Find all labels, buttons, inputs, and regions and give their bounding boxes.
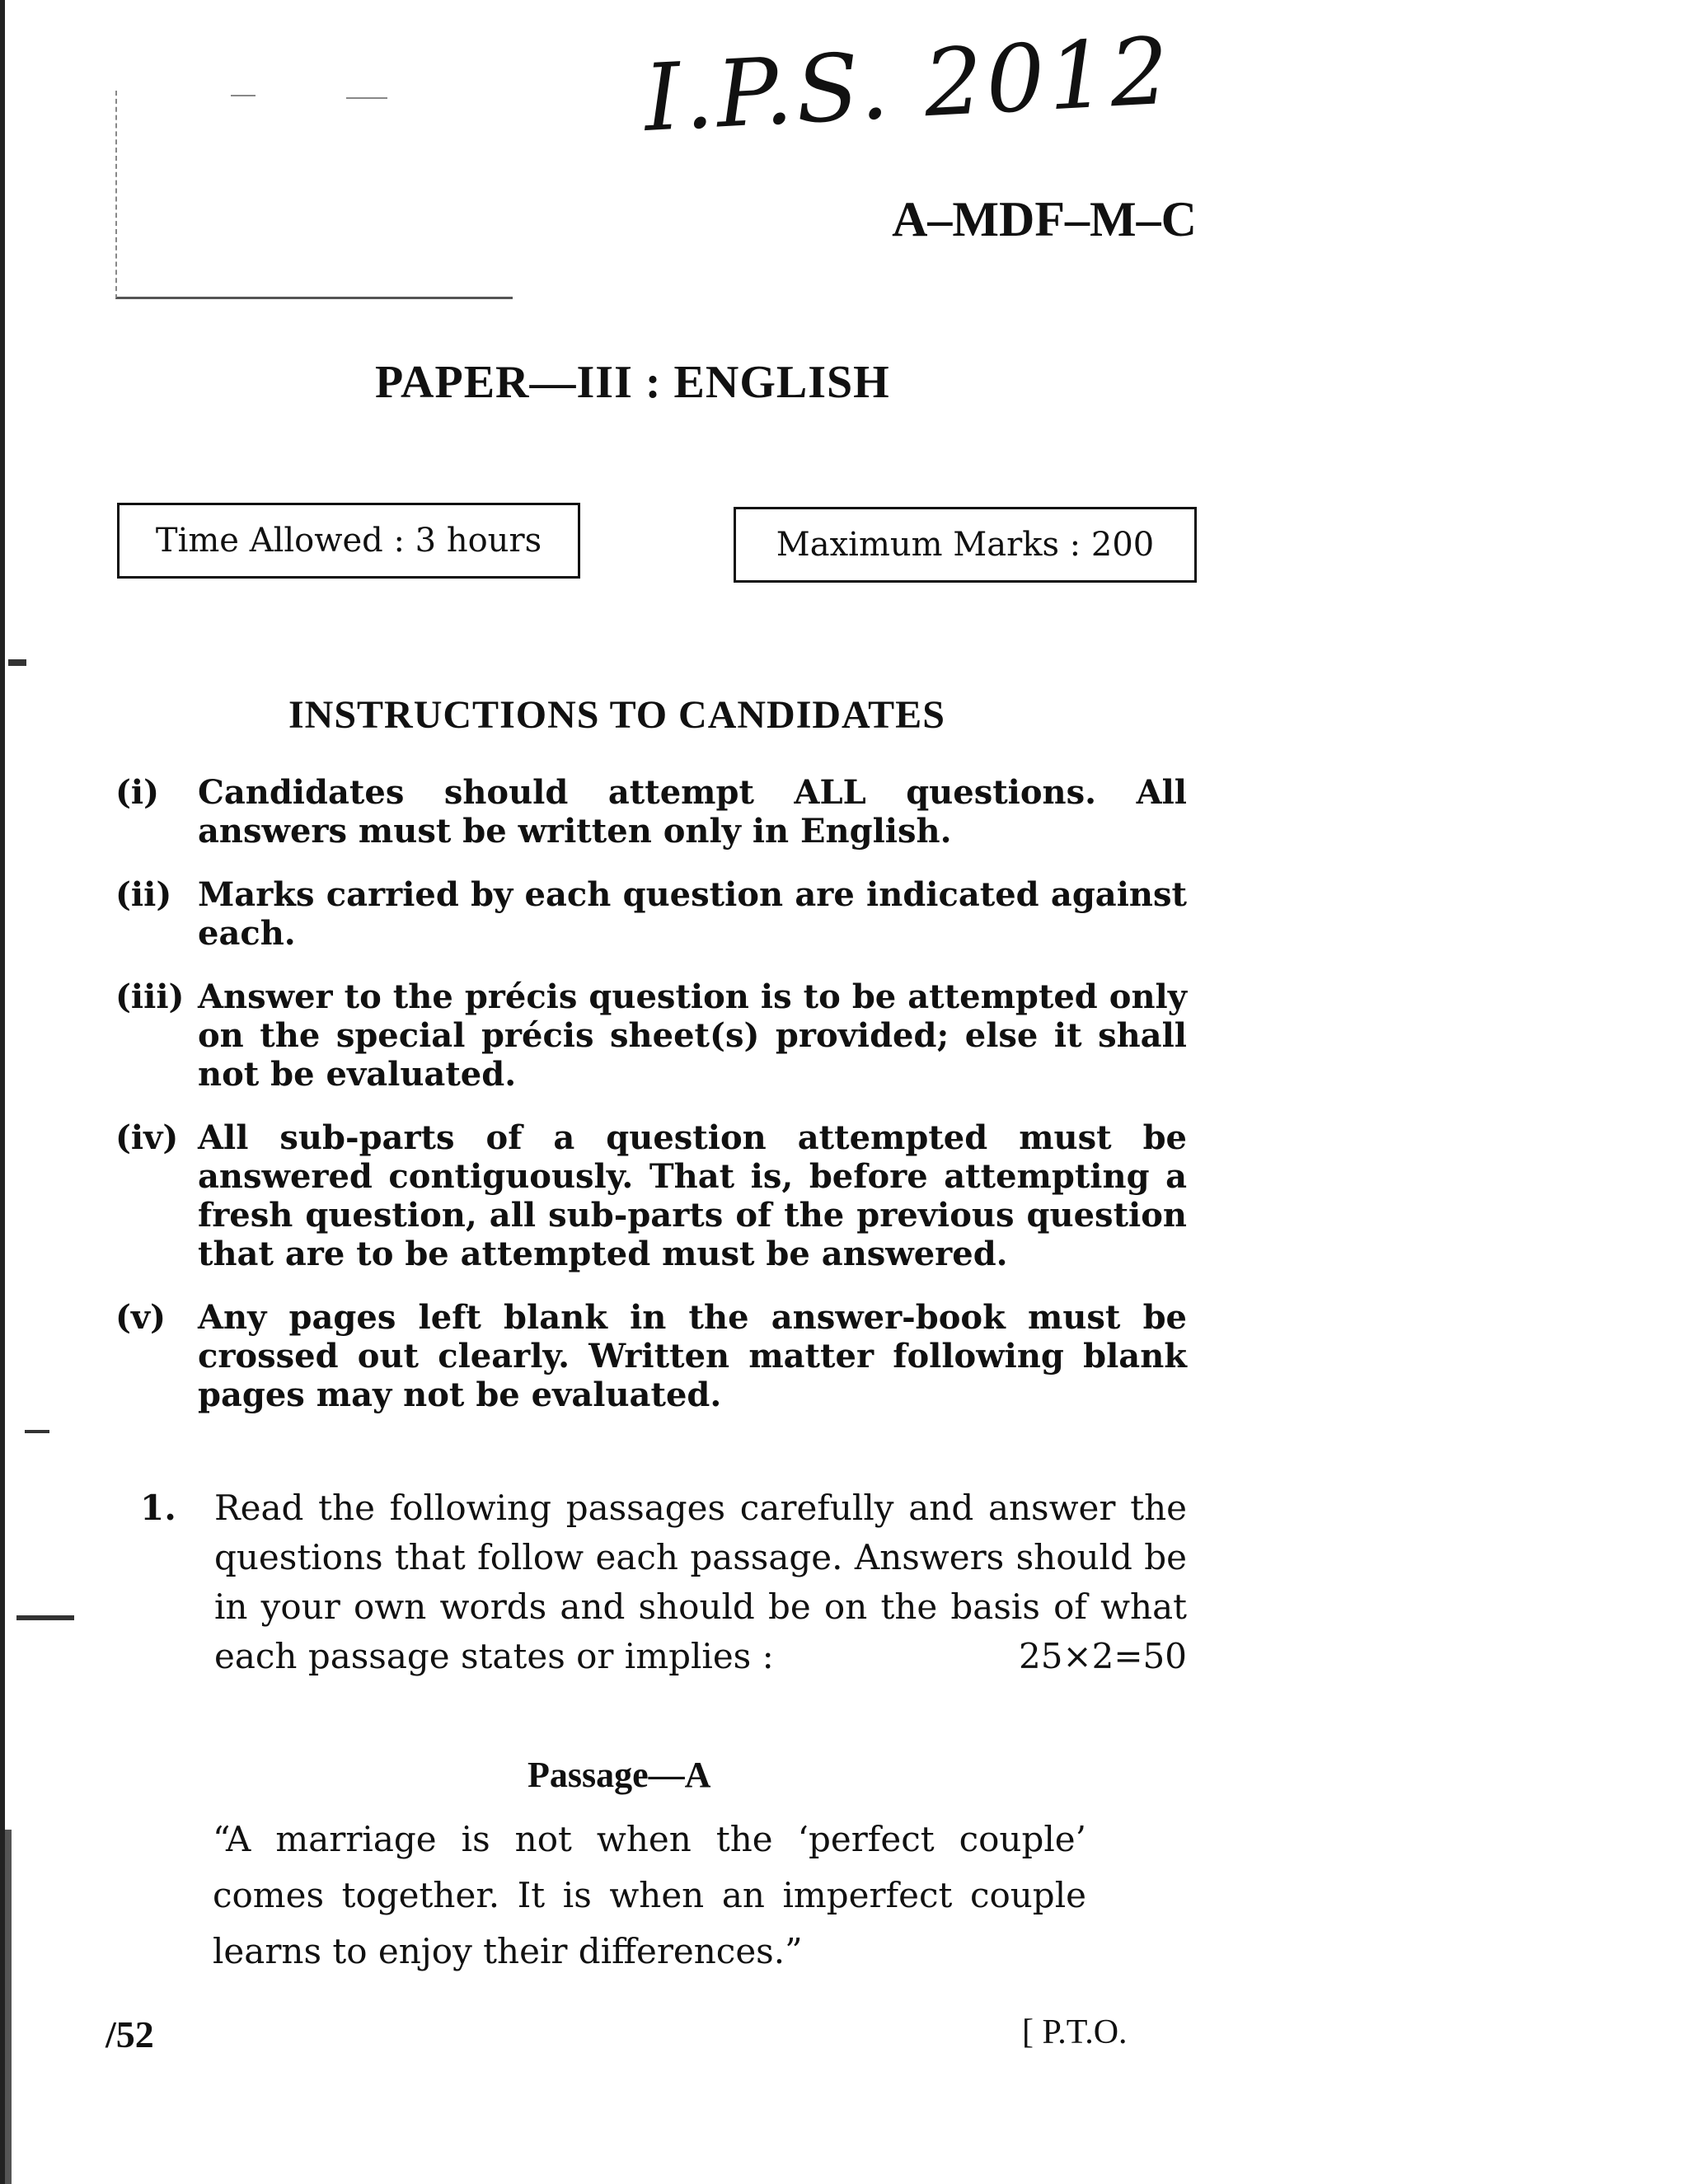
page-number: /52 <box>106 2013 154 2055</box>
instruction-item <box>115 875 1187 953</box>
time-allowed-text: Time Allowed : 3 hours <box>155 522 542 560</box>
maximum-marks-box <box>734 507 1197 583</box>
scan-mark <box>16 1615 74 1620</box>
scan-mark <box>25 1430 49 1433</box>
maximum-marks-text: Maximum Marks : 200 <box>776 526 1155 564</box>
question-1 <box>140 1483 1187 1681</box>
instruction-text: Any pages left blank in the answer-book must be crossed out clearly. Written matter following blank pages may not be evaluated. <box>198 1298 1187 1414</box>
instruction-item <box>115 1118 1187 1273</box>
scan-mark <box>8 659 26 666</box>
instruction-text: Answer to the précis question is to be attempted only on the special précis sheet(s) provided; else it shall not be evaluated. <box>198 977 1187 1094</box>
instruction-number: (iii) <box>115 977 185 1016</box>
instruction-item <box>115 1298 1187 1414</box>
instructions-heading: INSTRUCTIONS TO CANDIDATES <box>288 693 945 737</box>
paper-title: PAPER—III : ENGLISH <box>375 357 890 408</box>
handwritten-note: I.P.S. 2012 <box>641 17 1175 152</box>
instruction-text: Marks carried by each question are indicated against each. <box>198 875 1187 953</box>
instructions-list <box>115 773 1187 1439</box>
stamp-mark <box>346 97 387 99</box>
time-allowed-box <box>117 503 580 579</box>
paper-code: A–MDF–M–C <box>892 192 1197 246</box>
question-body <box>214 1483 1187 1681</box>
passage-title: Passage—A <box>528 1755 711 1795</box>
please-turn-over: [ P.T.O. <box>1022 2013 1128 2051</box>
stamp-box <box>115 91 513 299</box>
instruction-number: (ii) <box>115 875 172 914</box>
instruction-number: (iv) <box>115 1118 179 1157</box>
stamp-mark <box>231 95 256 96</box>
question-marks: 25×2=50 <box>1019 1636 1187 1676</box>
question-number: 1. <box>140 1488 176 1528</box>
passage-text: “A marriage is not when the ‘perfect couple’ comes together. It is when an imperfect couple learns to enjoy their differences.” <box>213 1819 1086 1971</box>
instruction-number: (i) <box>115 773 160 812</box>
instruction-item <box>115 773 1187 851</box>
question-text: Read the following passages carefully and answer the questions that follow each passage. Answers should be in your own words and should be on the basis of what each passage states or implies : <box>214 1488 1187 1676</box>
instruction-item <box>115 977 1187 1094</box>
instruction-text: Candidates should attempt ALL questions. All answers must be written only in English. <box>198 773 1187 851</box>
instruction-text: All sub-parts of a question attempted must be answered contiguously. That is, before attempting a fresh question, all sub-parts of the previous question that are to be attempted must be answered. <box>198 1118 1187 1273</box>
scan-mark <box>5 1830 12 2184</box>
instruction-number: (v) <box>115 1298 166 1337</box>
